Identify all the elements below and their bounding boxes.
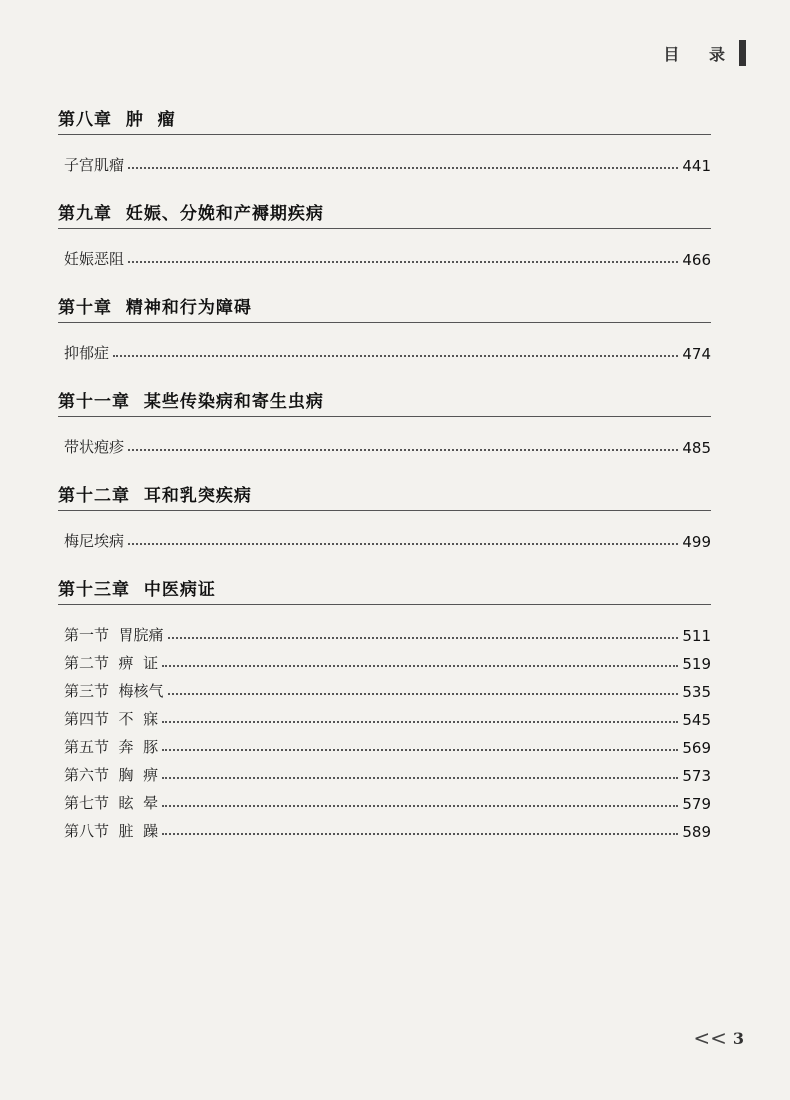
- entry-label: 第三节 梅核气: [64, 682, 164, 700]
- dot-leader: [128, 166, 678, 169]
- toc-entry[interactable]: [64, 241, 711, 269]
- chapter-8: [58, 105, 711, 175]
- chapter-title: 第九章 妊娠、分娩和产褥期疾病: [58, 204, 324, 224]
- page-footer: [693, 1026, 744, 1050]
- dot-leader: [168, 636, 679, 639]
- entry-page-number: 499: [682, 533, 711, 551]
- entry-label: 子宫肌瘤: [64, 156, 125, 174]
- dot-leader: [128, 260, 678, 263]
- entry-label: 第五节 奔 豚: [64, 738, 159, 756]
- chapter-title: 第十二章 耳和乳突疾病: [58, 486, 252, 506]
- entry-page-number: 466: [682, 251, 711, 269]
- chapter-11: [58, 387, 711, 457]
- toc-entry[interactable]: [64, 645, 711, 673]
- toc-entry[interactable]: [64, 617, 711, 645]
- entry-label: 梅尼埃病: [64, 532, 125, 550]
- double-chevron-left-icon: <<: [693, 1026, 727, 1050]
- toc-entry[interactable]: [64, 813, 711, 841]
- toc-entry[interactable]: [64, 701, 711, 729]
- chapter-title: 第十三章 中医病证: [58, 580, 216, 600]
- entry-label: 抑郁症: [64, 344, 110, 362]
- entry-page-number: 579: [682, 795, 711, 813]
- toc-entry[interactable]: [64, 523, 711, 551]
- entry-page-number: 511: [682, 627, 711, 645]
- entry-label: 第四节 不 寐: [64, 710, 159, 728]
- dot-leader: [128, 448, 678, 451]
- dot-leader: [162, 720, 678, 723]
- toc-entry[interactable]: [64, 729, 711, 757]
- chapter-title: 第十章 精神和行为障碍: [58, 298, 252, 318]
- dot-leader: [162, 748, 678, 751]
- entry-page-number: 441: [682, 157, 711, 175]
- entry-label: 第一节 胃脘痛: [64, 626, 164, 644]
- chapter-9: [58, 199, 711, 269]
- chapter-title: 第八章 肿 瘤: [58, 110, 176, 130]
- entry-label: 第二节 痹 证: [64, 654, 159, 672]
- entry-label: 第八节 脏 躁: [64, 822, 159, 840]
- entry-page-number: 485: [682, 439, 711, 457]
- dot-leader: [162, 776, 678, 779]
- toc-entry[interactable]: [64, 429, 711, 457]
- chapter-10: [58, 293, 711, 363]
- dot-leader: [168, 692, 679, 695]
- toc-entry[interactable]: [64, 757, 711, 785]
- entry-label: 妊娠恶阻: [64, 250, 125, 268]
- chapter-13: [58, 575, 711, 841]
- entry-label: 带状疱疹: [64, 438, 125, 456]
- toc-entry[interactable]: [64, 785, 711, 813]
- chapter-12: [58, 481, 711, 551]
- entry-page-number: 545: [682, 711, 711, 729]
- entry-page-number: 519: [682, 655, 711, 673]
- entry-page-number: 535: [682, 683, 711, 701]
- entry-page-number: 589: [682, 823, 711, 841]
- header-title: 目 录: [663, 44, 737, 64]
- toc-entry[interactable]: [64, 335, 711, 363]
- dot-leader: [162, 804, 678, 807]
- dot-leader: [128, 542, 678, 545]
- entry-label: 第六节 胸 痹: [64, 766, 159, 784]
- toc-entry[interactable]: [64, 673, 711, 701]
- page-header: [663, 40, 746, 66]
- toc-content: [58, 105, 711, 865]
- header-bar: [739, 40, 746, 66]
- chapter-title: 第十一章 某些传染病和寄生虫病: [58, 392, 324, 412]
- page-number: 3: [732, 1028, 744, 1048]
- entry-page-number: 569: [682, 739, 711, 757]
- dot-leader: [113, 354, 678, 357]
- toc-entry[interactable]: [64, 147, 711, 175]
- entry-page-number: 573: [682, 767, 711, 785]
- dot-leader: [162, 832, 678, 835]
- entry-page-number: 474: [682, 345, 711, 363]
- entry-label: 第七节 眩 晕: [64, 794, 159, 812]
- dot-leader: [162, 664, 678, 667]
